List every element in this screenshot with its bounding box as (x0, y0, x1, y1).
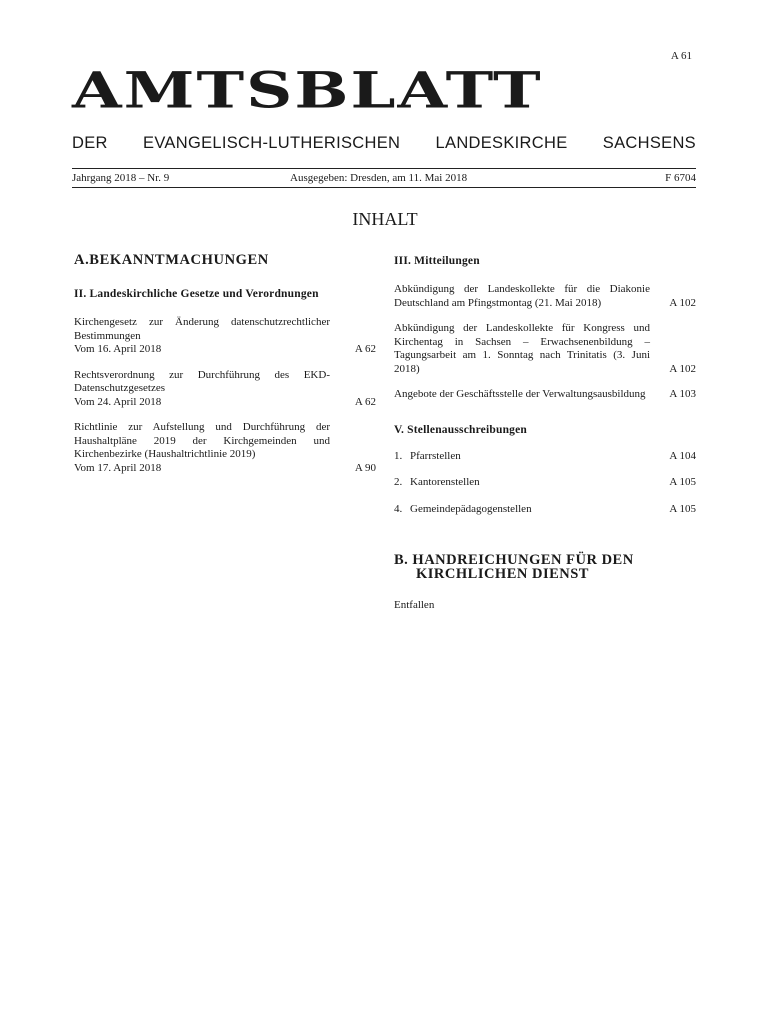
toc-entry[interactable] (394, 283, 696, 310)
issue-date: Ausgegeben: Dresden, am 11. Mai 2018 (290, 172, 468, 184)
section-b-title (394, 553, 696, 581)
entry-title: Abkündigung der Landeskollekte für die Diakonie Deutschland am Pfingstmontag (21. Mai 2018) (394, 283, 650, 309)
entry-page-ref: A 62 (354, 343, 376, 355)
entry-number: 1. (394, 449, 403, 462)
entry-title: Pfarrstellen (410, 449, 461, 462)
toc-entry[interactable] (74, 316, 376, 357)
section-a-title: A.BEKANNTMACHUNGEN (74, 252, 269, 268)
entry-date: Vom 16. April 2018 (74, 343, 162, 355)
toc-entry[interactable] (394, 322, 696, 376)
entry-title: Kantorenstellen (410, 476, 480, 488)
right-column (394, 252, 696, 611)
entry-number: 4. (394, 502, 403, 515)
toc-entry[interactable] (74, 421, 376, 475)
toc-entry[interactable] (394, 503, 696, 517)
masthead-title: AMTSBLATT (72, 61, 543, 120)
entry-page-ref: A 102 (669, 362, 696, 375)
entry-date: Vom 24. April 2018 (74, 395, 162, 408)
masthead-subtitle: DER EVANGELISCH-LUTHERISCHEN LANDESKIRCHE SACHSENS (72, 134, 696, 152)
entry-title: Angebote der Geschäftsstelle der Verwaltungsausbildung (394, 388, 646, 400)
toc-entry[interactable] (74, 369, 376, 410)
entry-page-ref: A 102 (669, 296, 696, 309)
entry-page-ref: A 103 (669, 388, 696, 400)
mitteilungen-title: III. Mitteilungen (394, 255, 480, 267)
entry-number: 2. (394, 476, 403, 488)
entry-title: Abkündigung der Landeskollekte für Kongress und Kirchentag in Sachsen – Erwachsenenbildung – Tagungsarbeit am 1. Sonntag nach Trinitatis (3. Juni 2018) (394, 322, 650, 375)
toc-entry[interactable] (394, 450, 696, 464)
entry-page-ref: A 90 (354, 461, 376, 474)
entry-title: Rechtsverordnung zur Durchführung des EKD-Datenschutzgesetzes (74, 368, 330, 394)
entry-title: Richtlinie zur Aufstellung und Durchführung der Haushaltpläne 2019 der Kirchgemeinden und Kirchenbezirke (Haushaltrichtlinie 2019) (74, 421, 330, 460)
section-b-title-line2: KIRCHLICHEN DIENST (416, 566, 589, 582)
contents-title: INHALT (352, 209, 418, 229)
section-b-text: Entfallen (394, 599, 435, 611)
bottom-rule (72, 187, 696, 188)
entry-title: Kirchengesetz zur Änderung datenschutzrechtlicher Bestimmungen (74, 316, 330, 342)
toc-entry[interactable] (394, 388, 696, 402)
section-b-title-line1: B. HANDREICHUNGEN FÜR DEN (394, 552, 634, 568)
entry-date: Vom 17. April 2018 (74, 461, 162, 474)
entry-page-ref: A 105 (669, 502, 696, 515)
entry-title: Gemeindepädagogenstellen (410, 502, 532, 515)
entry-page-ref: A 105 (669, 476, 696, 488)
toc-entry[interactable] (394, 476, 696, 490)
top-rule (72, 168, 696, 169)
issue-jahrgang: Jahrgang 2018 – Nr. 9 (72, 172, 170, 184)
issue-code: F 6704 (665, 172, 696, 184)
left-column (74, 252, 376, 475)
subsection-title: II. Landeskirchliche Gesetze und Verordnungen (74, 288, 319, 300)
entry-page-ref: A 104 (669, 449, 696, 462)
stellen-title: V. Stellenausschreibungen (394, 423, 528, 436)
page-number: A 61 (670, 50, 692, 62)
entry-page-ref: A 62 (354, 395, 376, 408)
